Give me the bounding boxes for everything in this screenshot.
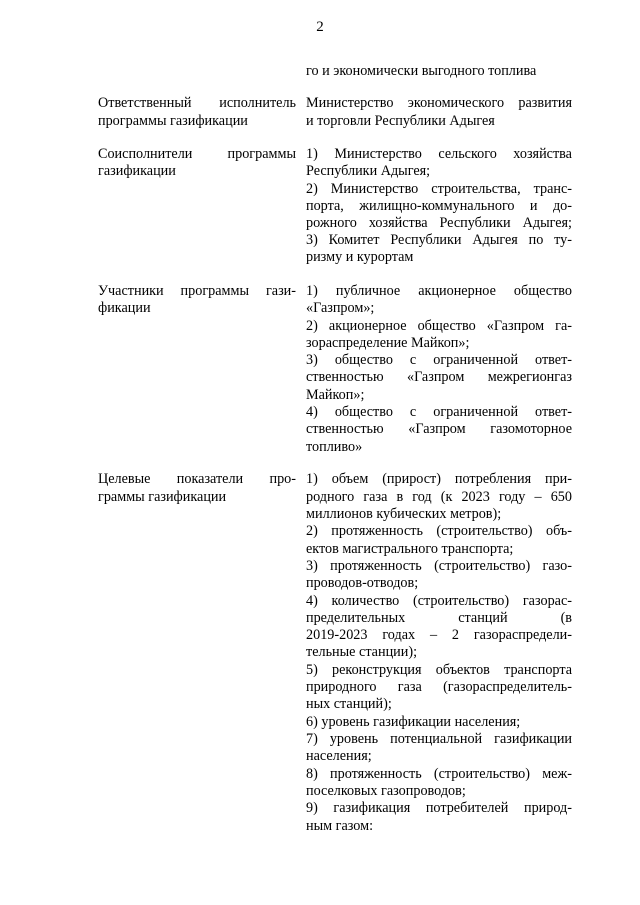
value-coexecutors-line-7: ризму и курортам bbox=[306, 249, 414, 265]
label-coexecutors-line-1: Соисполнители программы bbox=[98, 146, 296, 162]
value-targets-line-4: 2) протяженность (строительство) объ- bbox=[306, 523, 572, 539]
value-targets-line-19: поселковых газопроводов; bbox=[306, 783, 466, 799]
label-participants-line-2: фикации bbox=[98, 300, 151, 316]
value-participants-line-4: зораспределение Майкоп»; bbox=[306, 335, 470, 351]
value-targets-line-16: 7) уровень потенциальной газификации bbox=[306, 731, 572, 747]
value-coexecutors-line-2: Республики Адыгея; bbox=[306, 163, 431, 179]
value-targets-line-1: 1) объем (прирост) потребления при- bbox=[306, 471, 572, 487]
value-participants-line-5: 3) общество с ограниченной ответ- bbox=[306, 352, 572, 368]
value-targets-line-10: 2019-2023 годах – 2 газораспредели- bbox=[306, 627, 572, 643]
value-targets-line-7: проводов-отводов; bbox=[306, 575, 419, 591]
value-targets-line-5: ектов магистрального транспорта; bbox=[306, 541, 514, 557]
value-participants-line-2: «Газпром»; bbox=[306, 300, 375, 316]
value-targets-line-18: 8) протяженность (строительство) меж- bbox=[306, 766, 572, 782]
page-number: 2 bbox=[316, 19, 324, 35]
value-participants-line-1: 1) публичное акционерное общество bbox=[306, 283, 572, 299]
label-responsible-line-2: программы газификации bbox=[98, 113, 248, 129]
label-coexecutors-line-2: газификации bbox=[98, 163, 176, 179]
value-responsible-line-2: и торговли Республики Адыгея bbox=[306, 113, 495, 129]
value-targets-line-3: миллионов кубических метров); bbox=[306, 506, 502, 522]
value-targets-line-6: 3) протяженность (строительство) газо- bbox=[306, 558, 572, 574]
value-targets-line-15: 6) уровень газификации населения; bbox=[306, 714, 521, 730]
value-participants-line-6: ственностью «Газпром межрегионгаз bbox=[306, 369, 572, 385]
value-targets-line-9: пределительных станций (в bbox=[306, 610, 572, 626]
label-targets-line-2: граммы газификации bbox=[98, 489, 227, 505]
value-responsible-line-1: Министерство экономического развития bbox=[306, 95, 572, 111]
value-participants-line-8: 4) общество с ограниченной ответ- bbox=[306, 404, 572, 420]
value-targets-line-8: 4) количество (строительство) газорас- bbox=[306, 593, 572, 609]
value-participants-line-3: 2) акционерное общество «Газпром га- bbox=[306, 318, 572, 334]
value-targets-line-14: ных станций); bbox=[306, 696, 392, 712]
value-coexecutors-line-4: порта, жилищно-коммунального и до- bbox=[306, 198, 572, 214]
value-targets-line-12: 5) реконструкция объектов транспорта bbox=[306, 662, 572, 678]
value-targets-line-17: населения; bbox=[306, 748, 372, 764]
label-targets-line-1: Целевые показатели про- bbox=[98, 471, 296, 487]
label-participants-line-1: Участники программы гази- bbox=[98, 283, 296, 299]
value-participants-line-10: топливо» bbox=[306, 439, 363, 455]
value-targets-line-20: 9) газификация потребителей природ- bbox=[306, 800, 572, 816]
value-participants-line-9: ственностью «Газпром газомоторное bbox=[306, 421, 572, 437]
label-responsible-line-1: Ответственный исполнитель bbox=[98, 95, 296, 111]
value-coexecutors-line-5: рожного хозяйства Республики Адыгея; bbox=[306, 215, 572, 231]
value-participants-line-7: Майкоп»; bbox=[306, 387, 365, 403]
continuation-line: го и экономически выгодного топлива bbox=[306, 63, 537, 79]
value-coexecutors-line-1: 1) Министерство сельского хозяйства bbox=[306, 146, 572, 162]
value-coexecutors-line-3: 2) Министерство строительства, транс- bbox=[306, 181, 572, 197]
value-coexecutors-line-6: 3) Комитет Республики Адыгея по ту- bbox=[306, 232, 572, 248]
value-targets-line-11: тельные станции); bbox=[306, 644, 418, 660]
value-targets-line-21: ным газом: bbox=[306, 818, 374, 834]
value-targets-line-13: природного газа (газораспределитель- bbox=[306, 679, 572, 695]
value-targets-line-2: родного газа в год (к 2023 году – 650 bbox=[306, 489, 572, 505]
